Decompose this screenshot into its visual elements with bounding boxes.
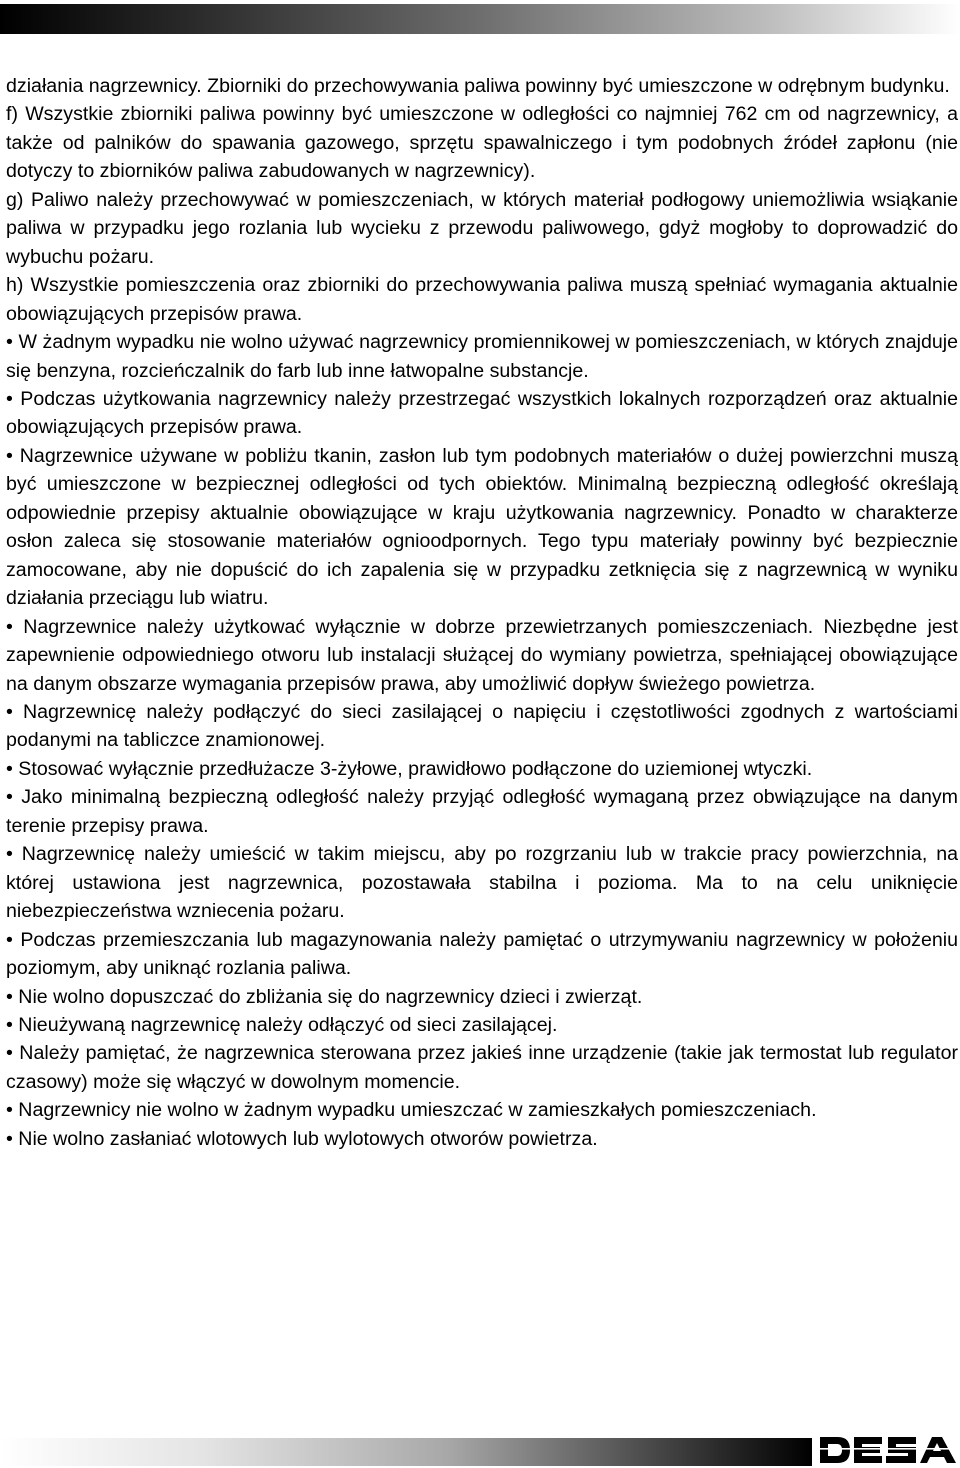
bullet-item: • Nie wolno dopuszczać do zbliżania się do nagrzewnicy dzieci i zwierząt.: [6, 985, 643, 1008]
paragraph-f: f) Wszystkie zbiorniki paliwa powinny być umieszczone w odległości co najmniej 762 cm od nagrzewnicy, a także od palników do spawania gazowego, sprzętu spawalniczego i tym podobnych źródeł zapłonu (nie dotyczy to zbiorników paliwa zabudowanych w nagrzewnicy).: [6, 103, 958, 183]
bullet-item: • Stosować wyłącznie przedłużacze 3-żyłowe, prawidłowo podłączone do uziemionej wtyczki.: [6, 757, 813, 780]
bullet-item: • W żadnym wypadku nie wolno używać nagrzewnicy promiennikowej w pomieszczeniach, w których znajduje się benzyna, rozcieńczalnik do farb lub inne łatwopalne substancje.: [6, 331, 958, 382]
bullet-item: • Nie wolno zasłaniać wlotowych lub wylotowych otworów powietrza.: [6, 1127, 598, 1150]
bullet-item: • Nagrzewnice używane w pobliżu tkanin, zasłon lub tym podobnych materiałów o dużej powierzchni muszą być umieszczone w bezpiecznej odległości od tych obiektów. Minimalną bezpieczną odległość określają odpowiednie przepisy aktualnie obowiązujące w kraju użytkowania nagrzewnicy. Ponadto w charakterze osłon zaleca się stosowanie materiałów ognioodpornych. Tego typu materiały powinny być bezpiecznie zamocowane, aby nie dopuścić do ich zapalenia się w przypadku zetknięcia się z nagrzewnicą w wyniku działania przeciągu lub wiatru.: [6, 444, 958, 610]
bullet-item: • Nagrzewnicę należy podłączyć do sieci zasilającej o napięciu i częstotliwości zgodnych z wartościami podanymi na tabliczce znamionowej.: [6, 700, 958, 752]
bottom-decorative-bar: [0, 1438, 812, 1466]
bullet-item: • Jako minimalną bezpieczną odległość należy przyjąć odległość wymaganą przez obwiązujące na danym terenie przepisy prawa.: [6, 786, 958, 837]
paragraph-h: h) Wszystkie pomieszczenia oraz zbiorniki do przechowywania paliwa muszą spełniać wymagania aktualnie obowiązujących przepisów prawa.: [6, 274, 958, 325]
paragraph-g: g) Paliwo należy przechowywać w pomieszczeniach, w których materiał podłogowy uniemożliwia wsiąkanie paliwa w przypadku jego rozlania lub wycieku z przewodu paliwowego, gdyż mogłoby to doprowadzić do wybuchu pożaru.: [6, 188, 958, 268]
document-body: [6, 72, 958, 1153]
bullet-item: • Nagrzewnicy nie wolno w żadnym wypadku umieszczać w zamieszkałych pomieszczeniach.: [6, 1099, 817, 1122]
bullet-item: • Należy pamiętać, że nagrzewnica sterowana przez jakieś inne urządzenie (takie jak termostat lub regulator czasowy) może się włączyć w dowolnym momencie.: [6, 1042, 958, 1093]
bullet-item: • Podczas użytkowania nagrzewnicy należy przestrzegać wszystkich lokalnych rozporządzeń oraz aktualnie obowiązujących przepisów prawa.: [6, 387, 958, 439]
bullet-item: • Nagrzewnice należy użytkować wyłącznie w dobrze przewietrzanych pomieszczeniach. Niezbędne jest zapewnienie odpowiedniego otworu lub instalacji służącej do wymiany powietrza, spełniającej obowiązujące na danym obszarze wymagania przepisów prawa, aby umożliwić dopływ świeżego powietrza.: [6, 615, 958, 695]
bullet-item: • Podczas przemieszczania lub magazynowania należy pamiętać o utrzymywaniu nagrzewnicy w położeniu poziomym, aby uniknąć rozlania paliwa.: [6, 928, 958, 980]
paragraph-intro: działania nagrzewnicy. Zbiorniki do przechowywania paliwa powinny być umieszczone w odrębnym budynku.: [6, 75, 950, 97]
bullet-item: • Nagrzewnicę należy umieścić w takim miejscu, aby po rozgrzaniu lub w trakcie pracy powierzchnia, na której ustawiona jest nagrzewnica, pozostawała stabilna i pozioma. Ma to na celu uniknięcie niebezpieczeństwa wzniecenia pożaru.: [6, 843, 958, 923]
top-decorative-bar: [0, 4, 960, 34]
bullet-item: • Nieużywaną nagrzewnicę należy odłączyć od sieci zasilającej.: [6, 1013, 558, 1036]
desa-logo: [818, 1433, 958, 1467]
